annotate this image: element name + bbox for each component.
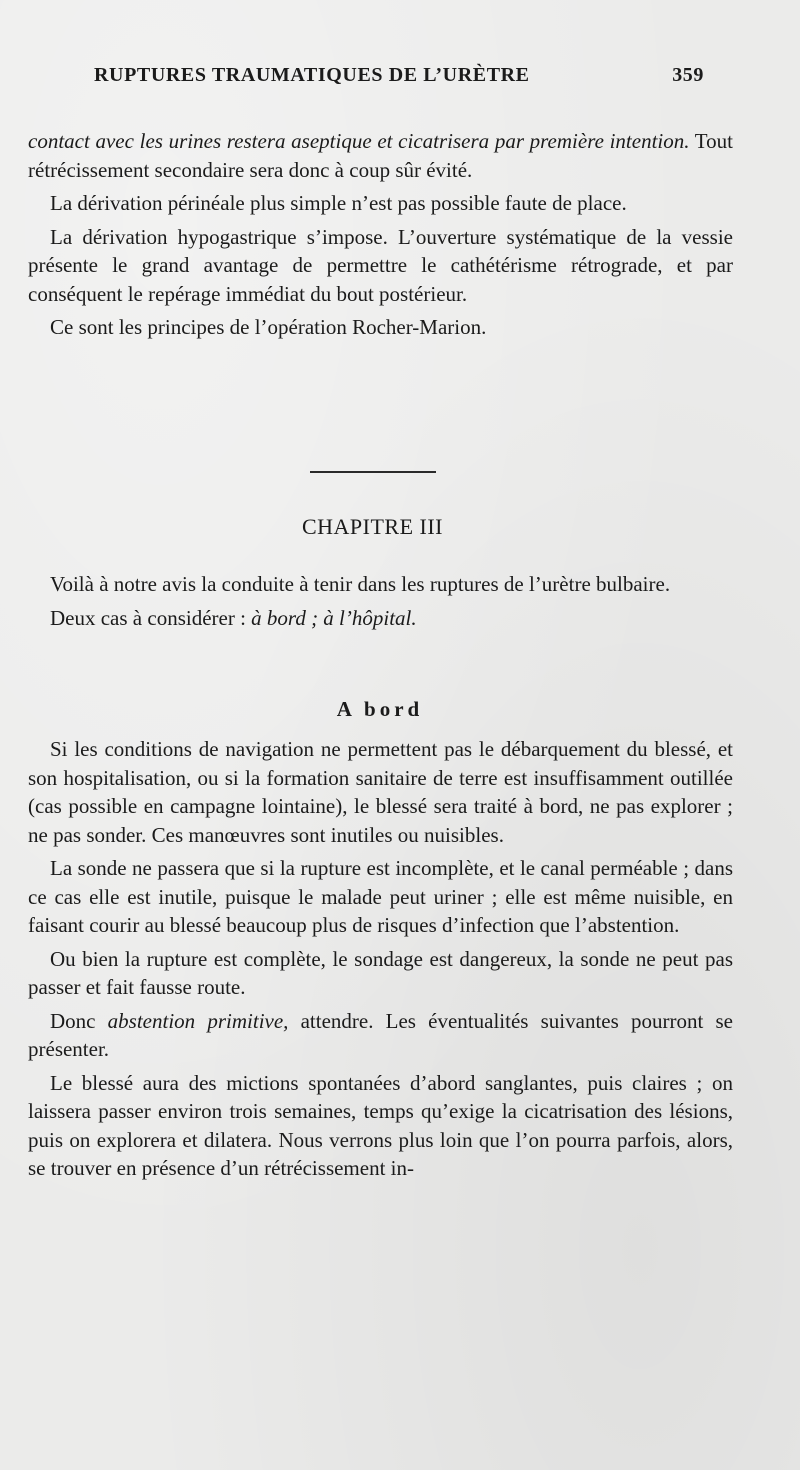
- text-block-2: [28, 570, 733, 637]
- italic-text: contact avec les urines restera aseptique et cicatrisera par première intention.: [28, 129, 690, 153]
- running-title: RUPTURES TRAUMATIQUES DE L’URÈTRE: [94, 64, 530, 86]
- italic-text: à bord ; à l’hôpital.: [251, 605, 417, 630]
- paragraph: La dérivation hypogastrique s’impose. L’ouverture systématique de la vessie présente le grand avantage de permettre le cathétérisme rétrograde, et par conséquent le repérage immédiat du bout postérieur.: [28, 224, 733, 306]
- page-number: 359: [672, 64, 704, 86]
- paragraph: Ce sont les principes de l’opération Rocher-Marion.: [50, 315, 487, 339]
- text-block-1: [28, 127, 733, 347]
- section-divider: [310, 471, 436, 473]
- text-span: Tout rétrécissement secondaire sera donc à coup sûr évité.: [28, 129, 733, 182]
- italic-text: abstention primitive,: [107, 1008, 289, 1033]
- paragraph: Ou bien la rupture est complète, le sondage est dangereux, la sonde ne peut pas passer et fait fausse route.: [28, 946, 733, 999]
- paragraph: [28, 127, 733, 184]
- text-span: Deux cas à considérer :: [50, 605, 252, 630]
- paragraph: Le blessé aura des mictions spontanées d’abord sanglantes, puis claires ; on laissera passer environ trois semaines, temps qu’exige la cicatrisation des lésions, puis on explorera et dilatera. Nous verrons plus loin que l’on pourra parfois, alors, se trouver en présence d’un rétrécissement in-: [28, 1070, 733, 1180]
- text-span: Donc: [50, 1008, 108, 1033]
- paragraph: Voilà à notre avis la conduite à tenir dans les ruptures de l’urètre bulbaire.: [50, 572, 671, 596]
- paragraph: La dérivation périnéale plus simple n’est pas possible faute de place.: [50, 191, 627, 215]
- text-block-3: [28, 735, 733, 1188]
- paragraph: [28, 1007, 733, 1064]
- chapter-title: CHAPITRE III: [301, 514, 444, 539]
- subheading: A bord: [336, 697, 424, 721]
- paragraph: La sonde ne passera que si la rupture est incomplète, et le canal perméable ; dans ce cas elle est inutile, puisque le malade peut uriner ; elle est même nuisible, en faisant courir au blessé beaucoup plus de risques d’infection que l’abstention.: [28, 856, 733, 937]
- paragraph: [28, 604, 733, 633]
- text-span: attendre. Les éventualités suivantes pourront se présenter.: [28, 1008, 733, 1061]
- paragraph: Si les conditions de navigation ne permettent pas le débarquement du blessé, et son hospitalisation, ou si la formation sanitaire de terre est insuffisamment outillée (cas possible en campagne lointaine), le blessé sera traité à bord, ne pas explorer ; ne pas sonder. Ces manœuvres sont inutiles ou nuisibles.: [28, 737, 733, 847]
